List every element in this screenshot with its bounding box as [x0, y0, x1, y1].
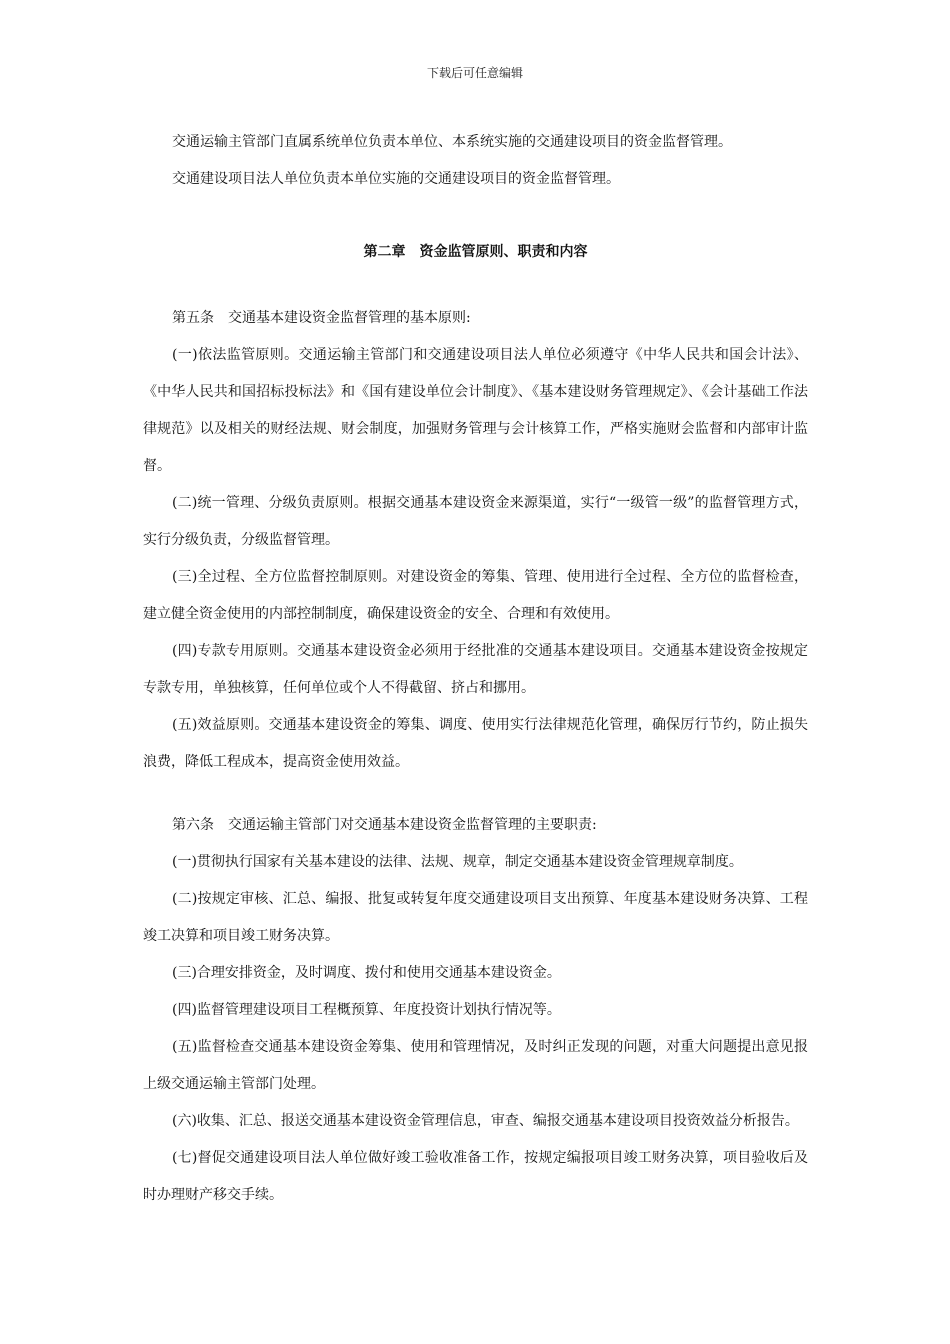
article-6-item: (四)监督管理建设项目工程概预算、年度投资计划执行情况等。	[172, 1002, 561, 1018]
page-header: 下载后可任意编辑	[426, 66, 523, 80]
article-6-item: (三)合理安排资金，及时调度、拨付和使用交通基本建设资金。	[172, 965, 561, 981]
document-body	[143, 124, 808, 1214]
article-5-item: (一)依法监管原则。交通运输主管部门和交通建设项目法人单位必须遵守《中华人民共和国会计法》、《中华人民共和国招标投标法》和《国有建设单位会计制度》、《基本建设财务管理规定》、《会计基础工作法律规范》以及相关的财经法规、财会制度，加强财务管理与会计核算工作，严格实施财会监督和内部审计监督。	[143, 347, 808, 474]
article-5-item: (四)专款专用原则。交通基本建设资金必须用于经批准的交通基本建设项目。交通基本建设资金按规定专款专用，单独核算，任何单位或个人不得截留、挤占和挪用。	[143, 643, 808, 696]
article-5-heading: 第五条 交通基本建设资金监督管理的基本原则:	[172, 310, 471, 326]
article-5-item: (三)全过程、全方位监督控制原则。对建设资金的筹集、管理、使用进行全过程、全方位的监督检查，建立健全资金使用的内部控制制度，确保建设资金的安全、合理和有效使用。	[143, 569, 808, 622]
section-spacer	[143, 781, 808, 807]
article-5-item: (二)统一管理、分级负责原则。根据交通基本建设资金来源渠道，实行“一级管一级”的监督管理方式，实行分级负责，分级监督管理。	[143, 495, 808, 548]
article-6-heading: 第六条 交通运输主管部门对交通基本建设资金监督管理的主要职责:	[172, 817, 597, 833]
intro-paragraph: 交通建设项目法人单位负责本单位实施的交通建设项目的资金监督管理。	[172, 171, 620, 187]
intro-paragraph: 交通运输主管部门直属系统单位负责本单位、本系统实施的交通建设项目的资金监督管理。	[172, 134, 732, 150]
article-6-item: (六)收集、汇总、报送交通基本建设资金管理信息，审查、编报交通基本建设项目投资效益分析报告。	[172, 1113, 799, 1129]
article-6-item: (五)监督检查交通基本建设资金筹集、使用和管理情况，及时纠正发现的问题，对重大问题提出意见报上级交通运输主管部门处理。	[143, 1039, 808, 1092]
article-6-item: (七)督促交通建设项目法人单位做好竣工验收准备工作，按规定编报项目竣工财务决算，项目验收后及时办理财产移交手续。	[143, 1150, 808, 1203]
article-6-item: (一)贯彻执行国家有关基本建设的法律、法规、规章，制定交通基本建设资金管理规章制度。	[172, 854, 743, 870]
article-6-item: (二)按规定审核、汇总、编报、批复或转复年度交通建设项目支出预算、年度基本建设财务决算、工程竣工决算和项目竣工财务决算。	[143, 891, 808, 944]
article-5-item: (五)效益原则。交通基本建设资金的筹集、调度、使用实行法律规范化管理，确保厉行节约，防止损失浪费，降低工程成本，提高资金使用效益。	[143, 717, 808, 770]
chapter-title: 第二章 资金监管原则、职责和内容	[363, 244, 588, 260]
